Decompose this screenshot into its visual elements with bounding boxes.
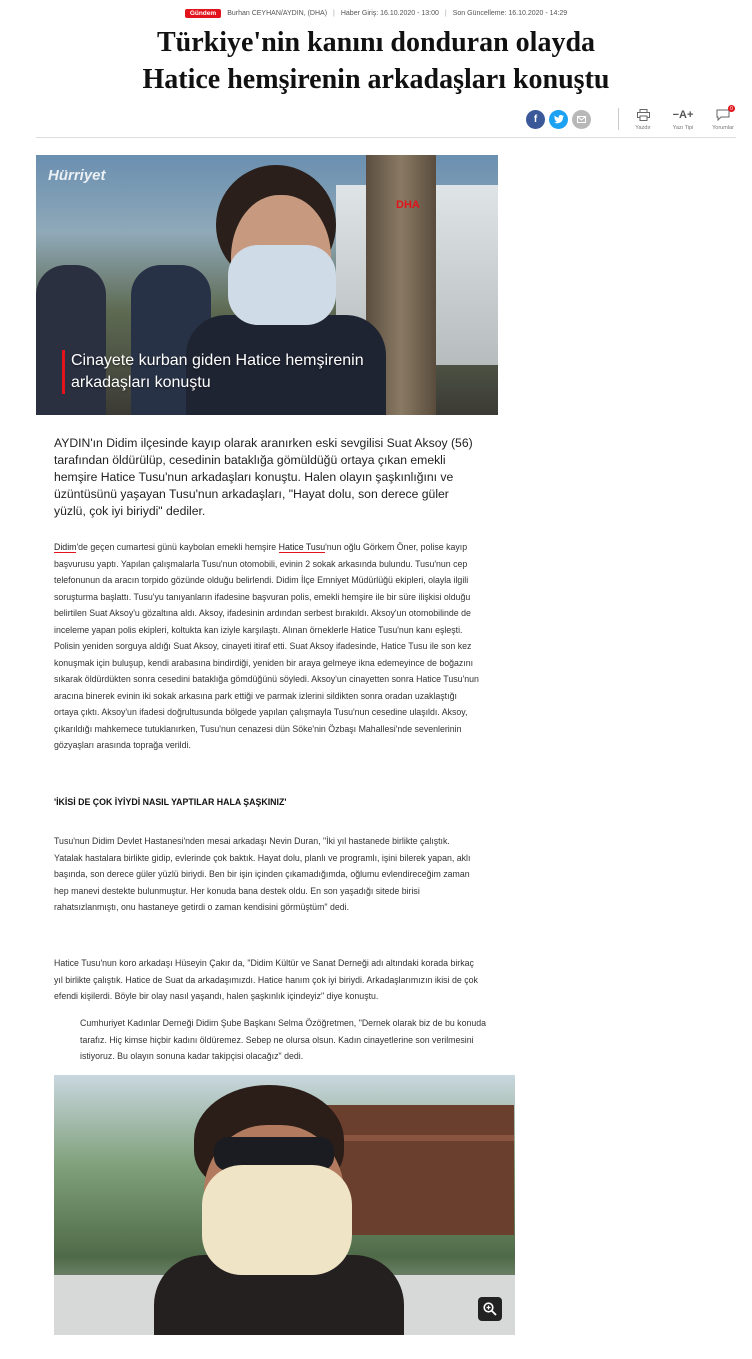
interviewee-mask xyxy=(228,245,336,325)
article-video[interactable] xyxy=(36,155,498,415)
print-button[interactable] xyxy=(630,108,656,131)
video-caption-line2: arkadaşları konuştu xyxy=(71,374,211,391)
header-divider xyxy=(36,137,736,138)
dha-logo: DHA xyxy=(396,199,420,211)
twitter-icon xyxy=(554,115,564,124)
page-title-line1: Türkiye'nin kanını donduran olayda xyxy=(156,27,596,58)
published-date: Haber Giriş: 16.10.2020 - 13:00 xyxy=(340,10,439,17)
comments-button[interactable] xyxy=(710,105,736,131)
article-quote: Cumhuriyet Kadınlar Derneği Didim Şube Başkanı Selma Özöğretmen, "Dernek olarak biz de bu konuda tarafız. Hiç kimse hiçbir kadını öldüremez. Sebep ne olursa olsun. Kadın cinayetlerine son verilmesini istiyoruz. Bu olayın sonuna kadar takipçisi olacağız" dedi. xyxy=(80,1018,487,1061)
hatice-tusu-link[interactable]: Hatice Tusu xyxy=(278,542,326,552)
didim-link[interactable]: Didim xyxy=(54,542,77,552)
page-title-line2: Hatice hemşirenin arkadaşları konuştu xyxy=(142,64,610,95)
toolbar-divider xyxy=(618,108,619,130)
comment-icon xyxy=(716,105,733,122)
article-spot: AYDIN'ın Didim ilçesinde kayıp olarak aranırken eski sevgilisi Suat Aksoy (56) tarafından öldürülüp, cesedinin bataklığa gömüldüğü ortaya çıkan emekli hemşire Hatice Tusu'nun arkadaşları konuştu. Halen olayın şaşkınlığını ve üzüntüsünü yaşayan Tusu'nun arkadaşları, "Hayat dolu, son derece güler yüzlü, çok iyi biriydi" dediler. xyxy=(54,436,473,518)
mail-icon xyxy=(577,116,586,123)
interviewee-mask xyxy=(202,1165,352,1275)
article-subheading: 'İKİSİ DE ÇOK İYİYDİ NASIL YAPTILAR HALA ŞAŞKINIZ' xyxy=(54,797,287,807)
zoom-icon xyxy=(483,1302,497,1316)
page-title xyxy=(36,24,716,98)
article-paragraph xyxy=(54,539,480,754)
hurriyet-logo: Hürriyet xyxy=(48,167,106,184)
paragraph-text: 'de geçen cumartesi günü kaybolan emekli hemşire xyxy=(76,542,279,552)
twitter-share-button[interactable] xyxy=(549,110,568,129)
print-label: Yazdır xyxy=(635,125,651,131)
article-paragraph: Tusu'nun Didim Devlet Hastanesi'nden mesai arkadaşı Nevin Duran, "İki yıl hastanede birlikte çalıştık. Yatalak hastalara birlikte gidip, evlerinde çok baktık. Hayat dolu, planlı ve programlı, işini bilerek yapan, aklı başında, son derece güler yüzlü biriydi. Ben bir işin içinden çıkamadığımda, oğlumu evlendireceğim zaman hep manevi destekte bulunmuştur. Her konuda bana destek oldu. En son yaşadığı sitede birisi rahatsızlanmıştı, onu hastaneye getirdi o zaman kendisini görmüştüm" dedi. xyxy=(54,836,471,912)
paragraph-text: 'nun oğlu Görkem Öner, polise kayıp başvurusu yaptı. Yapılan çalışmalarla Tusu'nun otomobili, evinin 2 sokak arkasında bulundu. Tusu'nun cep telefonunun da aracın torpido gözünde olduğu belirlendi. Didim İlçe Emniyet Müdürlüğü ekipleri, olayla ilgili soruşturma başlattı. Tusu'yu tanıyanların ifadesine başvuran polis, emekli hemşire ile bir süre ilişkisi olduğu belirtilen Suat Aksoy'u gözaltına aldı. Aksoy, ifadesinin ardından serbest bırakıldı. Aksoy'un otomobilinde de inceleme yapan polis ekipleri, koltukta kan iziyle karşılaştı. Alınan örneklerle Hatice Tusu'nun kanı eşleşti. Polisin yeniden sorguya aldığı Suat Aksoy, cinayeti itiraf etti. Suat Aksoy ifadesinde, Hatice Tusu ile son kez konuşmak için buluşup, kendi arabasına bindirdiği, yeniden bir araya gelmeye ikna edemeyince de boğazını sıkarak öldürdükten sonra cesedini bataklığa gömdüğünü söyledi. Aksoy'un cinayetten sonra Hatice Tusu'nun aracına binerek evinin iki sokak arkasına park ettiği ve parmak izlerini sildikten sonra oradan uzaklaştığı ortaya çıktı. Aksoy'un ifadesi doğrultusunda bölgede yapılan çalışmayla Tusu'nun cesedine ulaşıldı. Aksoy, çıkarıldığı mahkemece tutuklanırken, Tusu'nun cenazesi dün Söke'nin Özbaşı Mahallesi'nde sevenlerinin gözyaşları arasında toprağa verildi. xyxy=(54,542,479,750)
article-photo[interactable] xyxy=(54,1075,515,1335)
author: Burhan CEYHAN/AYDIN, (DHA) xyxy=(227,10,328,17)
meta-separator: | xyxy=(444,10,447,17)
category-badge[interactable]: Gündem xyxy=(185,9,221,18)
comments-label: Yorumlar xyxy=(712,125,734,131)
email-share-button[interactable] xyxy=(572,110,591,129)
updated-date: Son Güncelleme: 16.10.2020 - 14:29 xyxy=(452,10,568,17)
comment-count-badge: 0 xyxy=(728,105,735,112)
font-size-label: Yazı Tipi xyxy=(672,125,694,131)
article-paragraph: Hatice Tusu'nun koro arkadaşı Hüseyin Çakır da, "Didim Kültür ve Sanat Derneği adı altındaki korada birkaç yıl birlikte çalıştık. Hatice de Suat da arkadaşımızdı. Hatice hanım çok iyi biriydi. Arkadaşlarımızın ikisi de çok efendi kişilerdi. Böyle bir olay nasıl yaşandı, halen şaşkınlık içindeyiz" diye konuştu. xyxy=(54,958,478,1001)
meta-separator: | xyxy=(333,10,335,17)
facebook-icon: f xyxy=(533,114,538,125)
video-caption xyxy=(62,350,364,394)
photo-interviewee xyxy=(154,1085,404,1335)
facebook-share-button[interactable] xyxy=(526,110,545,129)
video-caption-line1: Cinayete kurban giden Hatice hemşirenin xyxy=(71,352,364,369)
article-tools xyxy=(630,105,736,131)
zoom-button[interactable] xyxy=(478,1297,502,1321)
font-size-icon: −A+ xyxy=(672,109,694,121)
article-meta xyxy=(0,9,752,18)
font-size-button[interactable] xyxy=(670,108,696,131)
printer-icon xyxy=(637,108,650,122)
share-buttons xyxy=(526,110,591,129)
